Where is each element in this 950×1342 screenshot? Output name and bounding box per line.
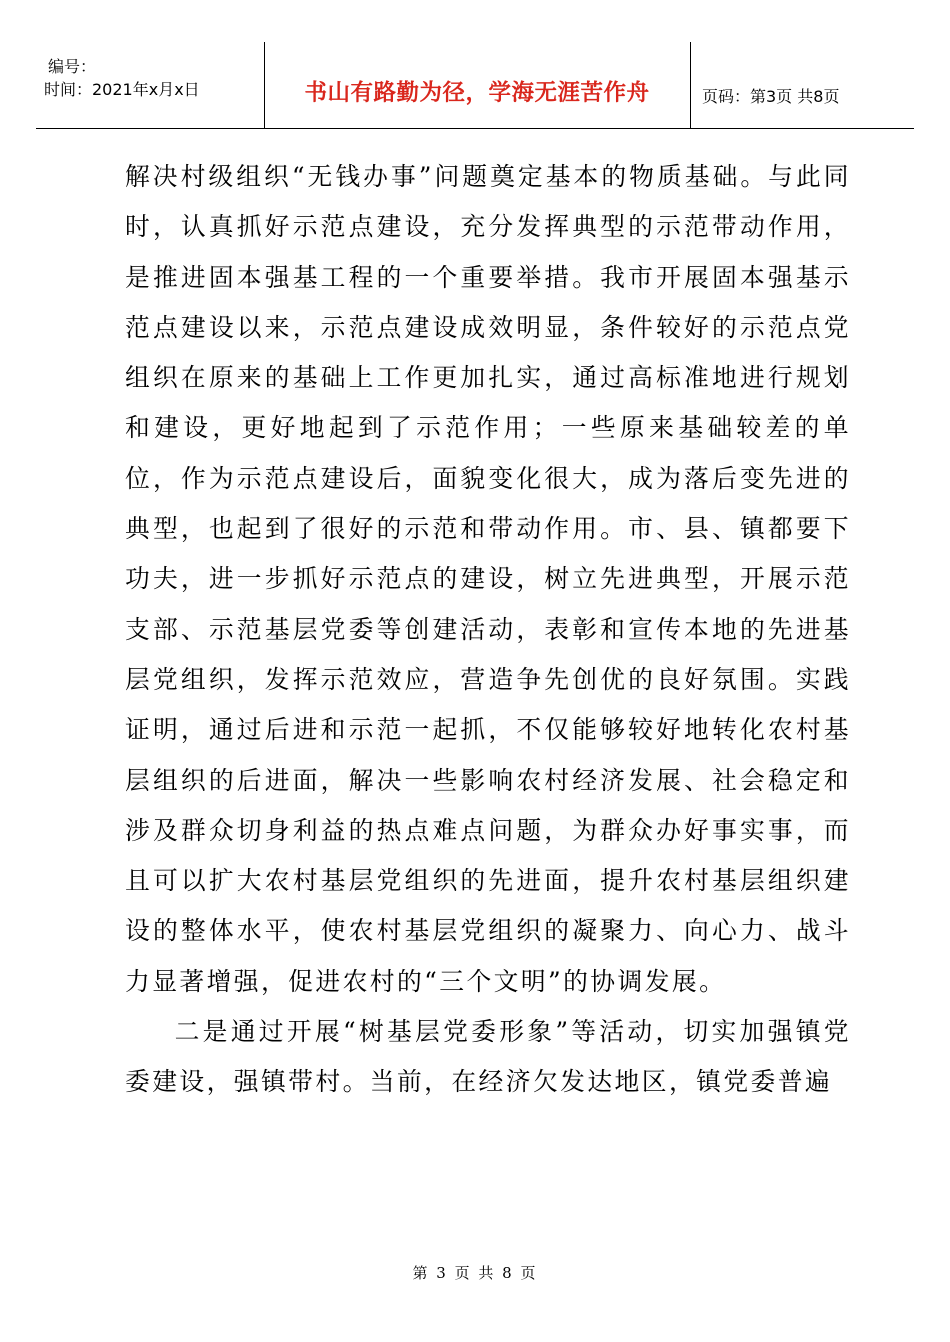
header-page-number: 页码：第3页 共8页 [702,87,840,106]
header-motto-cell [264,42,690,128]
document-body [125,152,851,1108]
body-paragraph-2: 二是通过开展“树基层党委形象”等活动，切实加强镇党委建设，强镇带村。当前，在经济欠发达地区，镇党委普遍 [125,1017,851,1097]
body-paragraph-1: 解决村级组织“无钱办事”问题奠定基本的物质基础。与此同时，认真抓好示范点建设，充分发挥典型的示范带动作用，是推进固本强基工程的一个重要举措。我市开展固本强基示范点建设以来，示范点建设成效明显，条件较好的示范点党组织在原来的基础上工作更加扎实，通过高标准地进行规划和建设，更好地起到了示范作用；一些原来基础较差的单位，作为示范点建设后，面貌变化很大，成为落后变先进的典型，也起到了很好的示范和带动作用。市、县、镇都要下功夫，进一步抓好示范点的建设，树立先进典型，开展示范支部、示范基层党委等创建活动，表彰和宣传本地的先进基层党组织，发挥示范效应，营造争先创优的良好氛围。实践证明，通过后进和示范一起抓，不仅能够较好地转化农村基层组织的后进面，解决一些影响农村经济发展、社会稳定和涉及群众切身利益的热点难点问题，为群众办好事实事，而且可以扩大农村基层党组织的先进面，提升农村基层组织建设的整体水平，使农村基层党组织的凝聚力、向心力、战斗力显著增强，促进农村的“三个文明”的协调发展。 [125,162,851,996]
document-time-label: 时间：2021年x月x日 [44,80,200,99]
page-footer: 第 3 页 共 8 页 [412,1264,538,1282]
header-motto: 书山有路勤为径，学海无涯苦作舟 [304,80,650,106]
header-meta-cell [36,42,264,128]
document-code-label: 编号： [48,57,97,76]
header-page-cell [690,42,914,128]
page-header [36,42,914,129]
